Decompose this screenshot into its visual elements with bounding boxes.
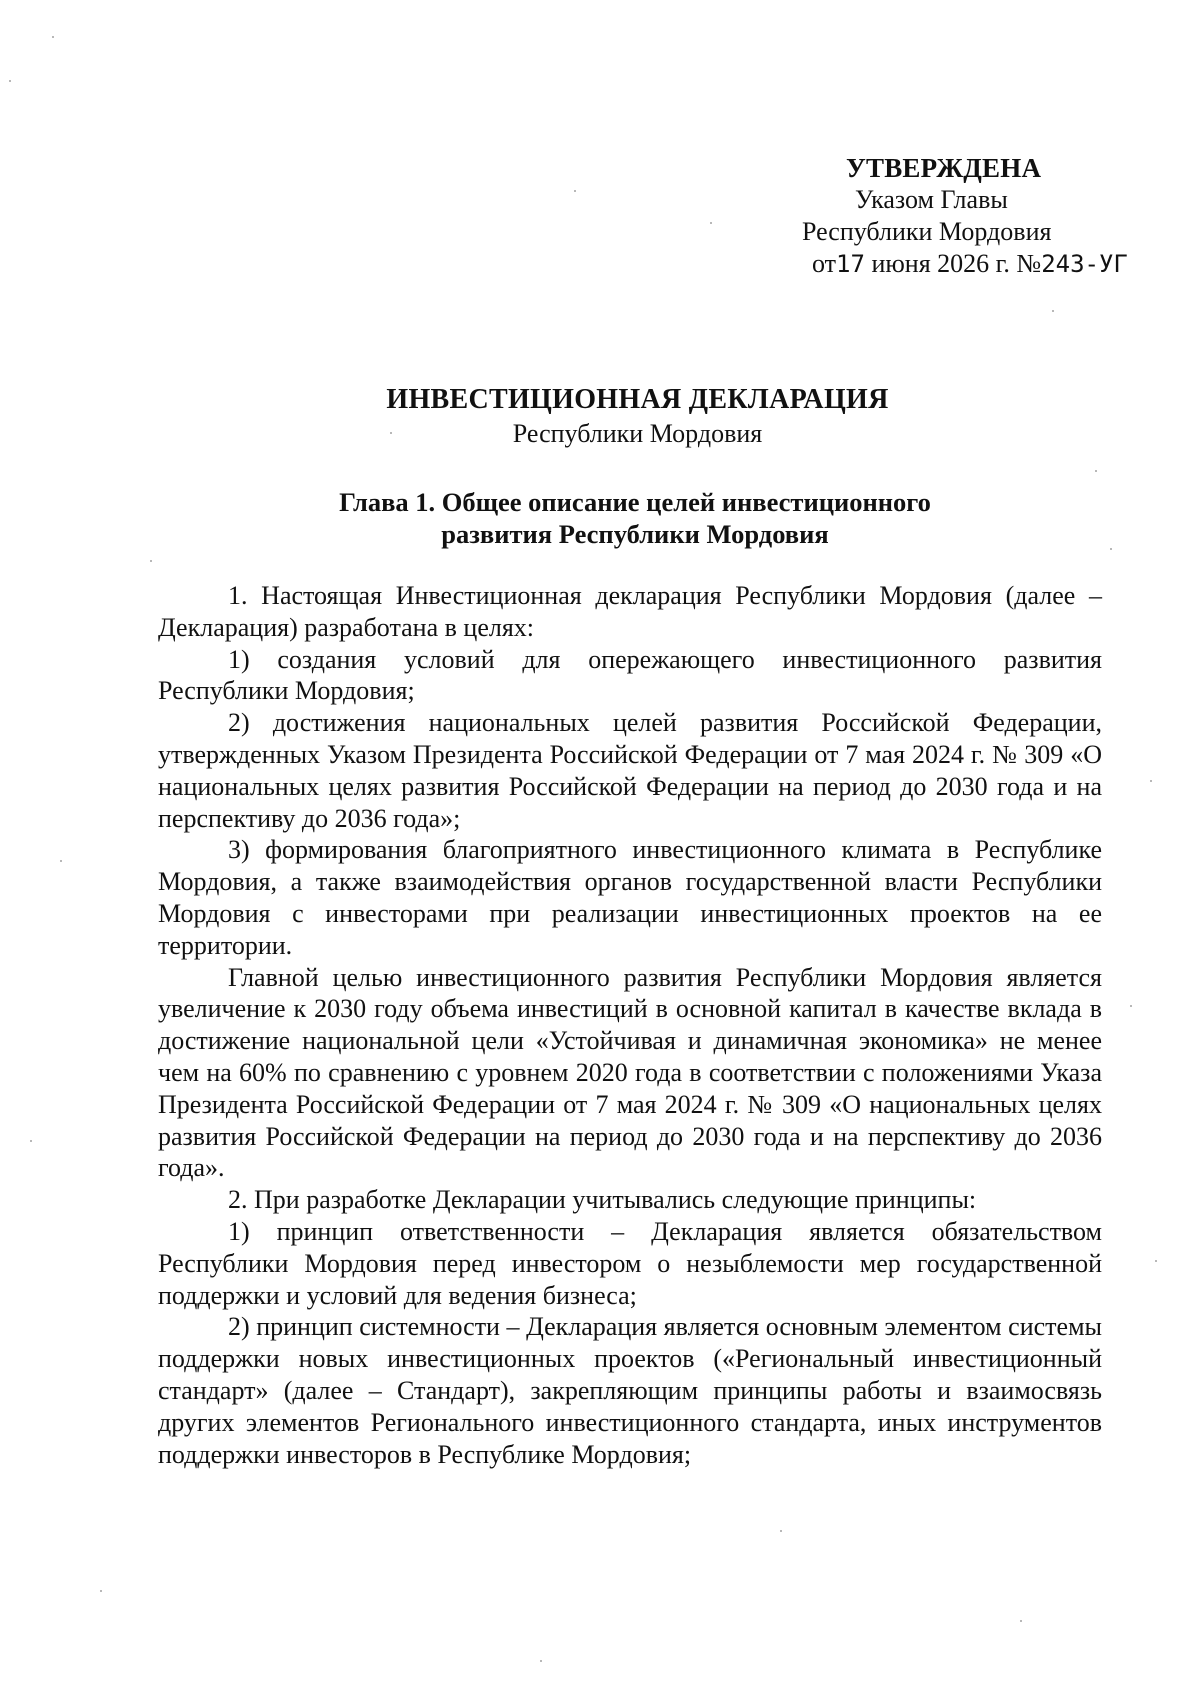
approval-decree-line: Указом Главы: [855, 185, 1008, 214]
approval-month-year: июня 2026 г. №: [864, 249, 1042, 278]
chapter-heading-line-2: развития Республики Мордовия: [441, 519, 829, 549]
speck: [60, 860, 62, 862]
chapter-heading: [0, 486, 1200, 550]
speck: [540, 1660, 542, 1662]
paragraph-1-item-2: 2) достижения национальных целей развития Российской Федерации, утвержденных Указом Президента Российской Федерации от 7 мая 2024 г. № 309 «О национальных целях развития Российской Федерации на период до 2030 года и на перспективу до 2036 года»;: [158, 708, 1102, 833]
approval-date-prefix: от: [812, 249, 837, 278]
approval-stamp-block: [790, 152, 1150, 280]
speck: [780, 1530, 782, 1532]
approval-day: 17: [836, 250, 865, 278]
paragraph-1-item-1: 1) создания условий для опережающего инвестиционного развития Республики Мордовия;: [158, 644, 1102, 706]
paragraph-main-goal: Главной целью инвестиционного развития Республики Мордовия является увеличение к 2030 году объема инвестиций в основной капитал в качестве вклада в достижение национальной цели «Устойчивая и динамичная экономика» не менее чем на 60% по сравнению с уровнем 2020 года в соответствии с положениями Указа Президента Российской Федерации от 7 мая 2024 г. № 309 «О национальных целях развития Российской Федерации на период до 2030 года и на перспективу до 2036 года».: [158, 962, 1102, 1183]
speck: [574, 190, 576, 192]
speck: [1052, 310, 1054, 312]
speck: [150, 560, 152, 562]
speck: [100, 1590, 102, 1592]
document-body: [158, 580, 1102, 1470]
document-title: ИНВЕСТИЦИОННАЯ ДЕКЛАРАЦИЯ: [386, 384, 889, 415]
approval-date-number-line: [812, 248, 1150, 280]
speck: [390, 432, 392, 434]
speck: [1130, 1005, 1132, 1007]
approval-number: 243-УГ: [1041, 250, 1128, 278]
chapter-heading-line-1: Глава 1. Общее описание целей инвестиционного: [339, 487, 931, 517]
paragraph-2: 2. При разработке Декларации учитывались следующие принципы:: [228, 1185, 977, 1215]
speck: [710, 222, 712, 224]
approval-republic-line: Республики Мордовия: [802, 217, 1052, 246]
speck: [1095, 470, 1097, 472]
approval-title: УТВЕРЖДЕНА: [846, 153, 1042, 183]
paragraph-1: 1. Настоящая Инвестиционная декларация Республики Мордовия (далее – Декларация) разработана в целях:: [158, 581, 1102, 642]
paragraph-2-item-2: 2) принцип системности – Декларация является основным элементом системы поддержки новых инвестиционных проектов («Региональный инвестиционный стандарт» (далее – Стандарт), закрепляющим принципы работы и взаимосвязь других элементов Регионального инвестиционного стандарта, иных инструментов поддержки инвесторов в Республике Мордовия;: [158, 1312, 1102, 1469]
speck: [1150, 780, 1152, 782]
speck: [52, 36, 54, 38]
paragraph-1-item-3: 3) формирования благоприятного инвестиционного климата в Республике Мордовия, а также взаимодействия органов государственной власти Республики Мордовия с инвесторами при реализации инвестиционных проектов на ее территории.: [158, 835, 1102, 960]
speck: [30, 1140, 32, 1142]
speck: [1110, 548, 1112, 550]
speck: [9, 80, 11, 82]
paragraph-2-item-1: 1) принцип ответственности – Декларация является обязательством Республики Мордовия перед инвестором о незыблемости мер государственной поддержки и условий для ведения бизнеса;: [158, 1216, 1102, 1310]
speck: [1020, 1620, 1022, 1622]
document-subtitle: Республики Мордовия: [512, 419, 763, 448]
speck: [1155, 1260, 1157, 1262]
